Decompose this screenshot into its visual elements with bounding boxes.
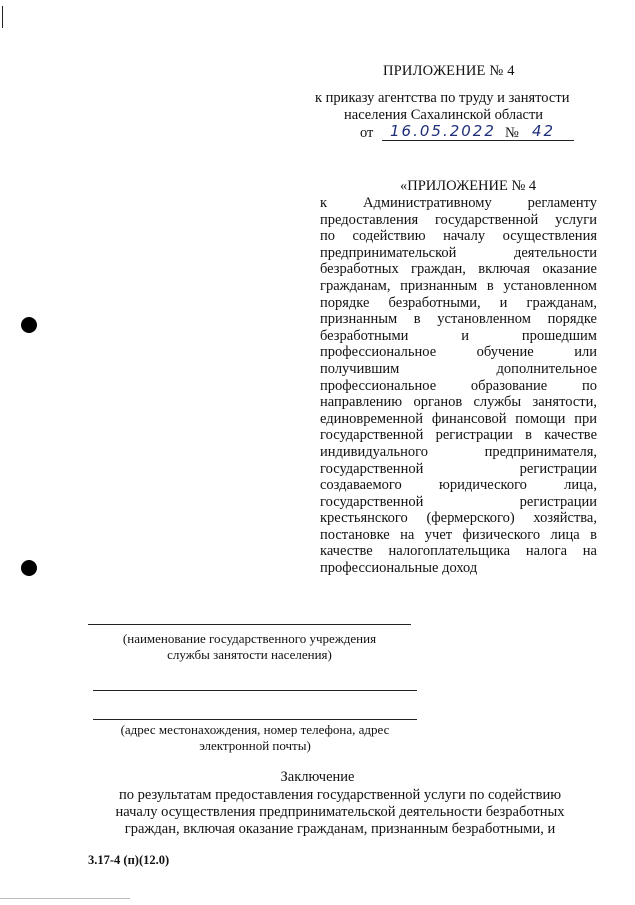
institution-caption (88, 631, 411, 663)
regulation-line: профессиональные доход (320, 560, 478, 577)
regulation-line: гражданам, признанным в установленном (320, 277, 597, 294)
conclusion-line1: по результатам предоставления государственной услуги по содействию (118, 787, 562, 803)
handwritten-date: 16.05.2022 (390, 122, 496, 140)
regulation-line: признанным в установленном порядке (320, 311, 597, 328)
number-underline (522, 140, 574, 141)
address-caption-line1: (адрес местонахождения, номер телефона, адрес (120, 722, 390, 737)
regulation-line: по содействию началу осуществления (320, 228, 597, 245)
regulation-line: профессиональное обучение или (320, 344, 597, 361)
bottom-rule (0, 898, 130, 899)
regulation-line: предоставления государственной услуги (320, 211, 597, 228)
regulation-line: предпринимательской деятельности (320, 244, 597, 261)
order-date-number-row (360, 122, 600, 144)
regulation-line: качестве налогоплательщика налога на (320, 543, 597, 560)
regulation-line: безработных граждан, включая оказание (320, 261, 597, 278)
regulation-line: постановке на учет физического лица в (320, 526, 597, 543)
institution-name-line (88, 624, 411, 625)
order-reference-line2: населения Сахалинской области (344, 107, 544, 123)
regulation-line: государственной регистрации (320, 493, 597, 510)
regulation-line: направлению органов службы занятости, (320, 394, 597, 411)
regulation-line: порядке безработными, и гражданам, (320, 294, 597, 311)
conclusion-body (95, 787, 585, 838)
regulation-line: государственной регистрации (320, 460, 597, 477)
regulation-line: создаваемого юридического лица, (320, 477, 597, 494)
regulation-line: безработными и прошедшим (320, 327, 597, 344)
order-reference-line1: к приказу агентства по труду и занятости (315, 90, 570, 106)
regulation-line: крестьянского (фермерского) хозяйства, (320, 510, 597, 527)
institution-caption-line1: (наименование государственного учреждения (122, 631, 377, 646)
scan-edge-mark (2, 6, 3, 28)
conclusion-line3: граждан, включая оказание гражданам, признанным безработными, и (124, 821, 556, 837)
from-label: от (360, 125, 374, 141)
regulation-line: индивидуального предпринимателя, (320, 443, 597, 460)
punch-hole-top (21, 317, 37, 333)
handwritten-number: 42 (532, 122, 556, 140)
punch-hole-bottom (21, 560, 37, 576)
regulation-reference-block (320, 195, 597, 577)
conclusion-title: Заключение (280, 769, 355, 785)
regulation-line: профессиональное образование по (320, 377, 597, 394)
number-label: № (505, 125, 519, 141)
regulation-appendix-title: «ПРИЛОЖЕНИЕ № 4 (400, 178, 537, 194)
conclusion-line2: началу осуществления предпринимательской деятельности безработных (115, 804, 565, 820)
form-code: 3.17-4 (п)(12.0) (88, 853, 170, 867)
appendix-title: ПРИЛОЖЕНИЕ № 4 (383, 63, 515, 79)
institution-caption-line2: службы занятости населения) (167, 647, 332, 662)
address-line-1 (93, 690, 417, 691)
regulation-line: к Административному регламенту (320, 195, 597, 211)
address-line-2 (93, 719, 417, 720)
regulation-line: единовременной финансовой помощи при (320, 410, 597, 427)
address-caption (93, 722, 417, 754)
regulation-line: государственной регистрации в качестве (320, 427, 597, 444)
address-caption-line2: электронной почты) (199, 738, 311, 753)
regulation-line: получившим дополнительное (320, 360, 597, 377)
